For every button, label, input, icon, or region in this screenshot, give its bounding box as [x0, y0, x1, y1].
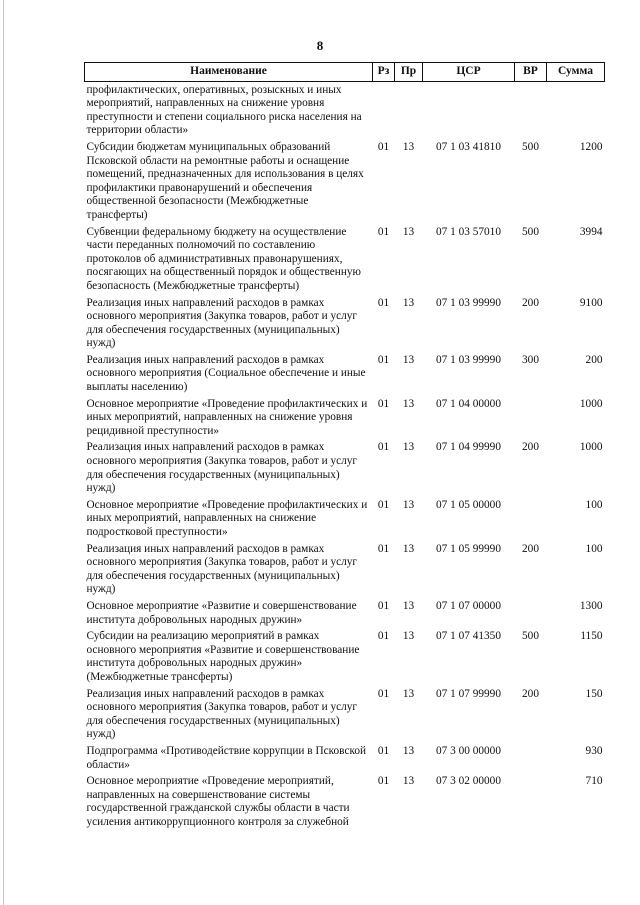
- row-name: Субсидии бюджетам муниципальных образований Псковской области на ремонтные работы и оснащение помещений, предназначенных для использования в целях профилактики правонарушений и обеспечения общественной безопасности (Межбюджетные трансферты): [86, 140, 364, 221]
- table-row: [85, 743, 605, 773]
- row-csr: 07 1 07 99990: [436, 687, 501, 700]
- row-pr: 13: [402, 498, 415, 511]
- row-rz: 01: [377, 296, 390, 309]
- row-csr: 07 1 05 99990: [436, 542, 501, 555]
- row-pr: 13: [402, 397, 415, 410]
- row-rz: 01: [377, 397, 390, 410]
- row-csr: 07 1 04 00000: [436, 397, 501, 410]
- row-sum: 710: [585, 775, 603, 788]
- row-name: Субвенции федеральному бюджету на осуществление части переданных полномочий по составлению протоколов об административных правонарушениях, посягающих на общественный порядок и общественную безопасность (Межбюджетные трансферты): [86, 225, 361, 292]
- row-sum: 1000: [579, 397, 603, 410]
- page-number: 8: [316, 38, 324, 53]
- header-vr: ВР: [515, 63, 547, 82]
- table-row: [85, 541, 605, 598]
- row-rz: 01: [377, 599, 390, 612]
- row-rz: 01: [377, 353, 390, 366]
- row-name: Основное мероприятие «Проведение мероприятий, направленных на совершенствование системы государственной гражданской службы области в части усиления антикоррупционного контроля за служебной: [86, 775, 350, 828]
- row-name: Реализация иных направлений расходов в рамках основного мероприятия (Закупка товаров, работ и услуг для обеспечения государственных (муниципальных) нужд): [86, 542, 358, 596]
- row-csr: [423, 81, 515, 139]
- row-csr: 07 3 00 00000: [436, 744, 501, 757]
- header-sum: Сумма: [547, 63, 605, 82]
- row-csr: 07 1 04 99990: [436, 441, 501, 454]
- row-csr: 07 1 03 57010: [436, 225, 501, 238]
- row-pr: 13: [402, 630, 415, 643]
- row-rz: 01: [377, 687, 390, 700]
- row-vr: [515, 743, 547, 773]
- row-vr: 200: [522, 687, 539, 700]
- row-name: Основное мероприятие «Проведение профилактических и иных мероприятий, направленных на снижение уровня рецидивной преступности»: [86, 397, 368, 437]
- row-sum: 3994: [579, 225, 603, 238]
- row-sum: 100: [585, 498, 603, 511]
- row-vr: [515, 81, 547, 139]
- row-pr: 13: [402, 744, 415, 757]
- header-name: Наименование: [85, 63, 373, 82]
- row-rz: 01: [377, 744, 390, 757]
- header-pr: Пр: [395, 63, 423, 82]
- row-vr: 200: [522, 441, 539, 454]
- row-name: Реализация иных направлений расходов в рамках основного мероприятия (Закупка товаров, работ и услуг для обеспечения государственных (муниципальных) нужд): [86, 687, 358, 741]
- row-csr: 07 1 03 41810: [436, 140, 501, 153]
- row-csr: 07 1 07 41350: [436, 630, 501, 643]
- row-pr: 13: [402, 775, 415, 788]
- row-sum: 1150: [580, 630, 603, 643]
- row-rz: 01: [377, 630, 390, 643]
- table-row: [85, 81, 605, 139]
- row-name: Субсидии на реализацию мероприятий в рамках основного мероприятия «Развитие и совершенствование института добровольных народных дружин» (Межбюджетные трансферты): [86, 630, 360, 683]
- table-row: [85, 139, 605, 224]
- table-row: [85, 295, 605, 352]
- row-pr: 13: [402, 687, 415, 700]
- row-sum: 930: [585, 744, 603, 757]
- row-sum: 100: [585, 542, 603, 555]
- row-vr: [515, 396, 547, 440]
- row-csr: 07 1 05 00000: [436, 498, 501, 511]
- table-row: [85, 598, 605, 628]
- row-vr: 500: [522, 225, 539, 238]
- row-vr: 200: [522, 296, 539, 309]
- row-vr: [515, 497, 547, 541]
- table-row: [85, 773, 605, 830]
- header-rz: Рз: [373, 63, 395, 82]
- row-csr: 07 1 07 00000: [436, 599, 501, 612]
- row-name: Реализация иных направлений расходов в рамках основного мероприятия (Закупка товаров, работ и услуг для обеспечения государственных (муниципальных) нужд): [86, 296, 358, 350]
- row-rz: 01: [377, 441, 390, 454]
- row-pr: 13: [402, 441, 415, 454]
- row-rz: 01: [377, 498, 390, 511]
- scan-edge: [3, 0, 4, 905]
- row-name: Реализация иных направлений расходов в рамках основного мероприятия (Социальное обеспечение и иные выплаты населению): [86, 353, 366, 394]
- row-pr: 13: [402, 296, 415, 309]
- row-csr: 07 1 03 99990: [436, 353, 501, 366]
- row-vr: [515, 773, 547, 830]
- table-row: [85, 628, 605, 685]
- row-rz: 01: [377, 542, 390, 555]
- row-name: Основное мероприятие «Проведение профилактических и иных мероприятий, направленных на снижение подростковой преступности»: [86, 498, 368, 538]
- row-sum: 1300: [579, 599, 603, 612]
- row-vr: 300: [522, 353, 539, 366]
- row-rz: 01: [377, 775, 390, 788]
- table-row: [85, 686, 605, 743]
- row-sum: 150: [585, 687, 603, 700]
- row-csr: 07 1 03 99990: [436, 296, 501, 309]
- row-pr: [395, 81, 423, 139]
- table-row: [85, 497, 605, 541]
- row-pr: 13: [402, 542, 415, 555]
- table-row: [85, 439, 605, 496]
- row-sum: 1000: [579, 441, 603, 454]
- row-vr: 500: [522, 140, 539, 153]
- budget-table: [84, 62, 605, 830]
- row-sum: 1200: [579, 140, 603, 153]
- row-name: Подпрограмма «Противодействие коррупции в Псковской области»: [86, 744, 367, 771]
- row-pr: 13: [402, 353, 415, 366]
- row-pr: 13: [402, 140, 415, 153]
- row-vr: [515, 598, 547, 628]
- row-vr: 200: [522, 542, 539, 555]
- row-rz: 01: [377, 140, 390, 153]
- table-header-row: [85, 63, 605, 82]
- row-sum: [547, 81, 605, 139]
- table-row: [85, 224, 605, 295]
- row-sum: 9100: [579, 296, 603, 309]
- row-name: Реализация иных направлений расходов в рамках основного мероприятия (Закупка товаров, работ и услуг для обеспечения государственных (муниципальных) нужд): [86, 441, 358, 495]
- row-pr: 13: [402, 599, 415, 612]
- row-pr: 13: [402, 225, 415, 238]
- row-csr: 07 3 02 00000: [436, 775, 501, 788]
- row-rz: 01: [377, 225, 390, 238]
- row-rz: [373, 81, 395, 139]
- header-csr: ЦСР: [423, 63, 515, 82]
- table-row: [85, 396, 605, 440]
- row-vr: 500: [522, 630, 539, 643]
- row-sum: 200: [585, 353, 603, 366]
- table-row: [85, 352, 605, 396]
- row-name: Основное мероприятие «Развитие и совершенствование института добровольных народных дружин»: [86, 599, 357, 626]
- row-name: профилактических, оперативных, розыскных и иных мероприятий, направленных на снижение уровня преступности и степени социального риска населения на территории области»: [86, 83, 362, 137]
